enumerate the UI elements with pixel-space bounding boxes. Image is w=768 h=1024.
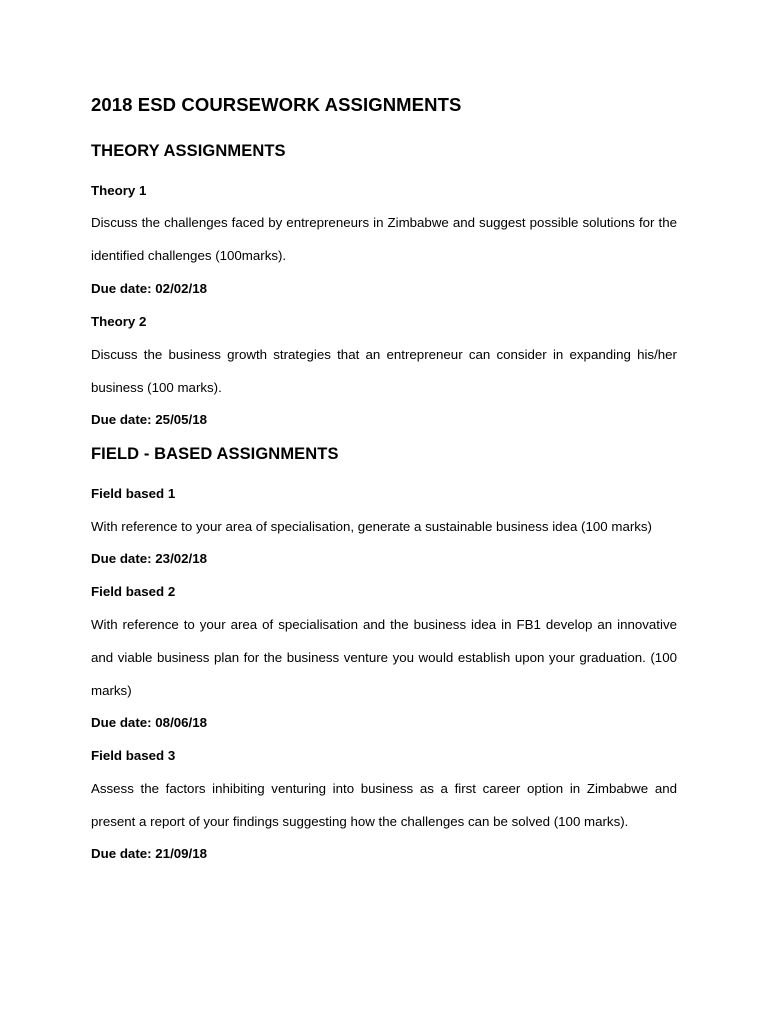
- section-heading-theory: THEORY ASSIGNMENTS: [91, 142, 286, 160]
- assignment-label-theory-2: Theory 2: [91, 314, 147, 329]
- assignment-description-field-based-3: Assess the factors inhibiting venturing into business as a first career option in Zimbabwe and present a report of your findings suggesting how the challenges can be solved (100 marks).: [91, 781, 677, 829]
- due-date-field-based-1: Due date: 23/02/18: [91, 551, 208, 566]
- assignment-description-theory-2: Discuss the business growth strategies that an entrepreneur can consider in expanding his/her business (100 marks).: [91, 347, 677, 395]
- assignment-description-field-based-2: With reference to your area of specialisation and the business idea in FB1 develop an innovative and viable business plan for the business venture you would establish upon your graduation. (100 marks): [91, 617, 677, 698]
- due-date-field-based-3: Due date: 21/09/18: [91, 846, 208, 861]
- due-date-theory-2: Due date: 25/05/18: [91, 412, 208, 427]
- assignment-label-field-based-3: Field based 3: [91, 748, 176, 763]
- assignment-description-theory-1: Discuss the challenges faced by entrepreneurs in Zimbabwe and suggest possible solutions for the identified challenges (100marks).: [91, 215, 677, 263]
- assignment-description-field-based-1: With reference to your area of specialisation, generate a sustainable business idea (100 marks): [91, 519, 652, 534]
- assignment-label-field-based-2: Field based 2: [91, 584, 176, 599]
- document-title: 2018 ESD COURSEWORK ASSIGNMENTS: [91, 94, 462, 115]
- assignment-label-field-based-1: Field based 1: [91, 486, 176, 501]
- due-date-theory-1: Due date: 02/02/18: [91, 281, 208, 296]
- assignment-label-theory-1: Theory 1: [91, 183, 147, 198]
- due-date-field-based-2: Due date: 08/06/18: [91, 715, 208, 730]
- section-heading-field-based: FIELD - BASED ASSIGNMENTS: [91, 445, 339, 463]
